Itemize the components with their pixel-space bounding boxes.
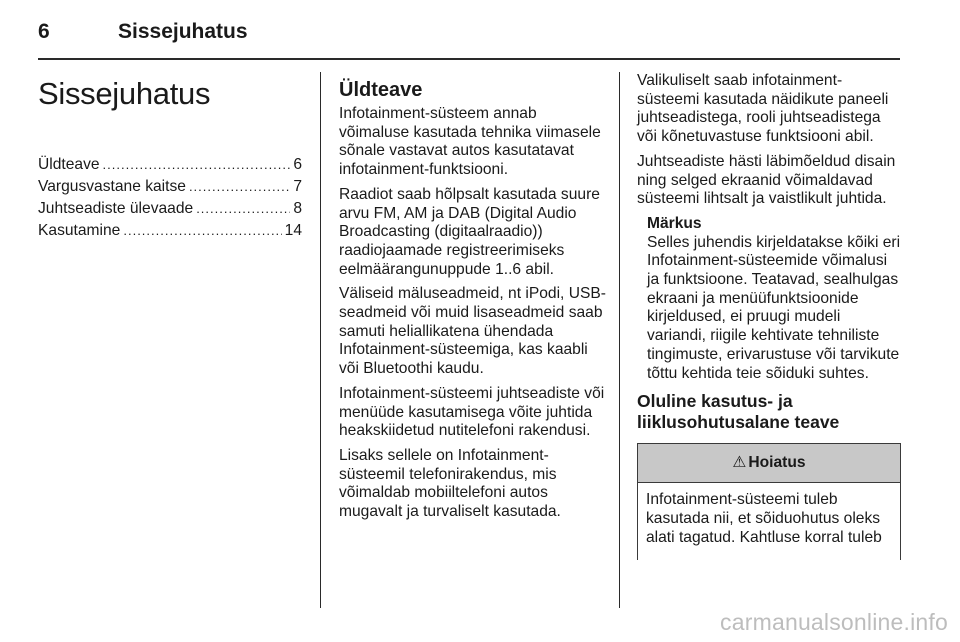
table-of-contents [38,156,302,244]
warning-triangle-icon: ⚠ [732,453,747,471]
column-divider [320,72,321,608]
column-right [637,72,903,560]
note-title: Märkus [647,214,702,232]
paragraph: Raadiot saab hõlpsalt kasutada suure arvu FM, AM ja DAB (Digital Audio Broadcasting (digitaalraadio)) raadiojaamade registreerimiseks eelmäärangunuppude 1..6 abil. [339,185,600,278]
warning-header [638,444,900,483]
paragraph: Juhtseadiste hästi läbimõeldud disain ning selged ekraanid võimaldavad süsteemi lihtsalt ja vaistlikult juhtida. [637,152,896,208]
toc-item-vargusvastane-kaitse[interactable] [38,178,302,200]
note-block [647,215,903,383]
toc-page: 8 [293,200,302,217]
column-toc [38,72,302,244]
toc-label: Vargusvastane kaitse [38,178,186,195]
paragraph: Infotainment-süsteem annab võimaluse kasutada tehnika viimasele sõnale vastavat autos kasutatavat infotainment-funktsiooni. [339,105,601,179]
toc-page: 6 [293,156,302,173]
warning-box [637,443,901,560]
page-number: 6 [38,20,50,43]
column-uldteave [339,72,607,528]
toc-page: 7 [293,178,302,195]
toc-item-juhtseadiste-ulevaade[interactable] [38,200,302,222]
chapter-title: Sissejuhatus [38,76,211,111]
toc-leader [196,200,290,219]
toc-label: Üldteave [38,156,100,173]
toc-label: Juhtseadiste ülevaade [38,200,194,217]
watermark: carmanualsonline.info [720,609,948,635]
header-rule [38,58,900,60]
paragraph: Väliseid mäluseadmeid, nt iPodi, USB-seadmeid või muid lisaseadmeid saab samuti heliallikatena ühendada Infotainment-süsteemiga, kas kaabli või Bluetoothi kaudu. [339,285,606,378]
column-divider [619,72,620,608]
toc-label: Kasutamine [38,222,121,239]
toc-leader [189,178,290,197]
section-heading-uldteave: Üldteave [339,79,423,101]
header-title: Sissejuhatus [118,20,248,43]
section-heading-safety: Oluline kasutus- ja liiklusohutusalane teave [637,391,840,433]
warning-title: Hoiatus [748,453,806,471]
toc-page: 14 [284,222,302,239]
paragraph: Valikuliselt saab infotainment-süsteemi kasutada näidikute paneeli juhtseadistega, rooli juhtseadistega või kõnetuvastuse funktsiooni abil. [637,72,889,146]
toc-item-uldteave[interactable] [38,156,302,178]
paragraph: Lisaks sellele on Infotainment-süsteemil telefonirakendus, mis võimaldab mobiiltelefoni autos mugavalt ja turvaliselt kasutada. [339,446,561,521]
note-text: Selles juhendis kirjeldatakse kõiki eri Infotainment-süsteemide võimalusi ja funktsioone. Teatavad, sealhulgas ekraani ja menüüfunktsioonide kirjeldused, ei pruugi mudeli variandi, riigile kehtivate tehniliste tingimuste, erivarustuse või tarvikute tõttu kehtida teie sõiduki suhtes. [647,233,901,382]
toc-item-kasutamine[interactable] [38,222,302,244]
toc-leader [123,222,281,241]
paragraph: Infotainment-süsteemi juhtseadiste või menüüde kasutamisega võite juhtida heakskiidetud nutitelefoni rakendusi. [339,384,605,440]
toc-leader [103,156,291,175]
warning-text: Infotainment-süsteemi tuleb kasutada nii, et sõiduohutus oleks alati tagatud. Kahtluse korral tuleb [646,491,882,546]
